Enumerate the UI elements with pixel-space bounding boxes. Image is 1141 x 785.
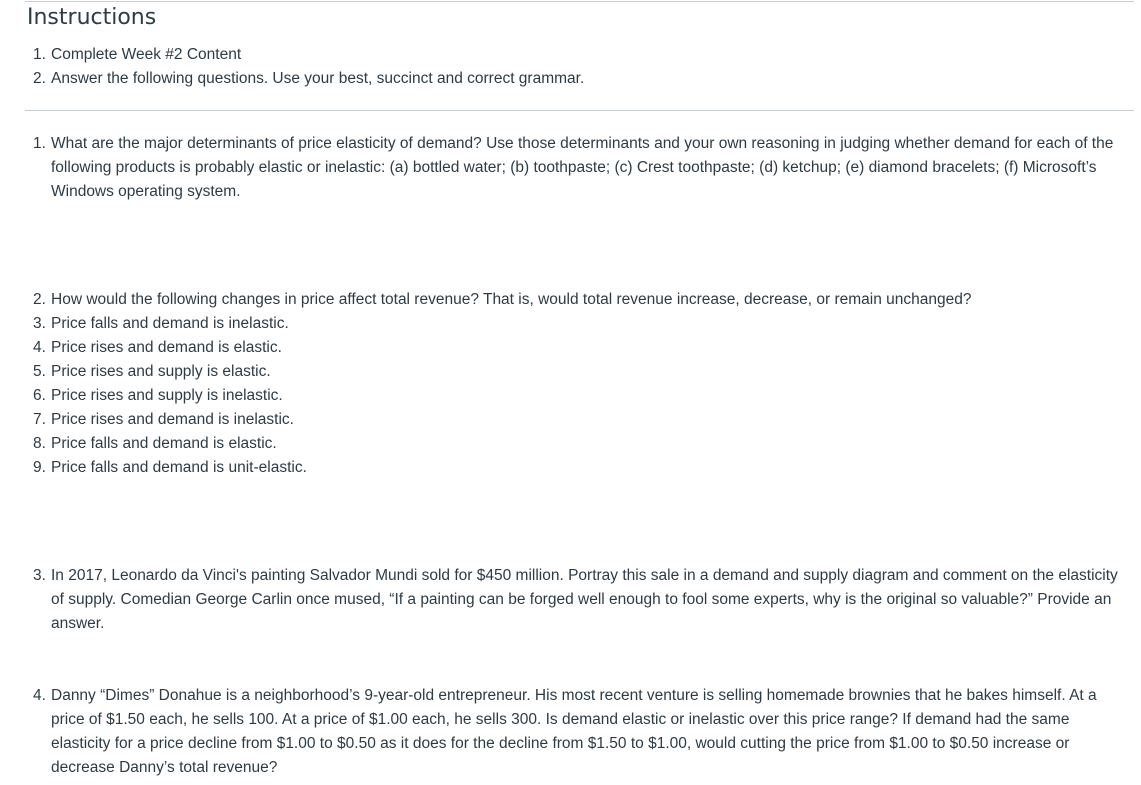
question-text: Price rises and supply is inelastic. (51, 387, 283, 404)
question-2-item (33, 408, 1133, 432)
question-text: Price falls and demand is elastic. (51, 435, 277, 452)
list-number: 3. (33, 567, 46, 584)
list-number: 6. (33, 387, 46, 404)
question-3 (33, 564, 1133, 636)
list-number: 2. (33, 291, 46, 308)
question-2-item (33, 312, 1133, 336)
question-text: Price falls and demand is unit-elastic. (51, 459, 307, 476)
question-2-item (33, 336, 1133, 360)
instruction-item (33, 43, 1133, 67)
question-text: In 2017, Leonardo da Vinci's painting Salvador Mundi sold for $450 million. Portray this sale in a demand and supply diagram and comment on the elasticity of supply. Comedian George Carlin once mused, “If a painting can be forged well enough to fool some experts, why is the original so valuable?” Provide an answer. (51, 567, 1118, 632)
list-number: 3. (33, 315, 46, 332)
question-text: Danny “Dimes” Donahue is a neighborhood’s 9-year-old entrepreneur. His most recent venture is selling homemade brownies that he bakes himself. At a price of $1.50 each, he sells 100. At a price of $1.00 each, he sells 300. Is demand elastic or inelastic over this price range? If demand had the same elasticity for a price decline from $1.00 to $0.50 as it does for the decline from $1.50 to $1.00, would cutting the price from $1.00 to $0.50 increase or decrease Danny’s total revenue? (51, 687, 1097, 776)
section-divider (25, 110, 1134, 111)
list-number: 4. (33, 339, 46, 356)
question-text: How would the following changes in price affect total revenue? That is, would total revenue increase, decrease, or remain unchanged? (51, 291, 972, 308)
question-2-item (33, 360, 1133, 384)
question-2-item (33, 288, 1133, 312)
question-text: Price rises and demand is inelastic. (51, 411, 294, 428)
list-number: 2. (33, 70, 46, 87)
list-number: 1. (33, 135, 46, 152)
list-number: 4. (33, 687, 46, 704)
question-text: What are the major determinants of price elasticity of demand? Use those determinants and your own reasoning in judging whether demand for each of the following products is probably elastic or inelastic: (a) bottled water; (b) toothpaste; (c) Crest toothpaste; (d) ketchup; (e) diamond bracelets; (f) Microsoft’s Windows operating system. (51, 135, 1114, 200)
question-2-item (33, 432, 1133, 456)
list-number: 1. (33, 46, 46, 63)
list-number: 9. (33, 459, 46, 476)
top-divider (25, 1, 1134, 2)
question-text: Price falls and demand is inelastic. (51, 315, 289, 332)
list-number: 5. (33, 363, 46, 380)
list-number: 8. (33, 435, 46, 452)
question-2-item (33, 384, 1133, 408)
question-2-item (33, 456, 1133, 480)
question-text: Price rises and supply is elastic. (51, 363, 271, 380)
instruction-item (33, 67, 1133, 91)
list-number: 7. (33, 411, 46, 428)
question-4 (33, 684, 1133, 780)
instruction-text: Complete Week #2 Content (51, 46, 242, 63)
question-text: Price rises and demand is elastic. (51, 339, 282, 356)
instruction-text: Answer the following questions. Use your best, succinct and correct grammar. (51, 70, 585, 87)
page-title: Instructions (27, 5, 157, 30)
question-1 (33, 132, 1133, 204)
